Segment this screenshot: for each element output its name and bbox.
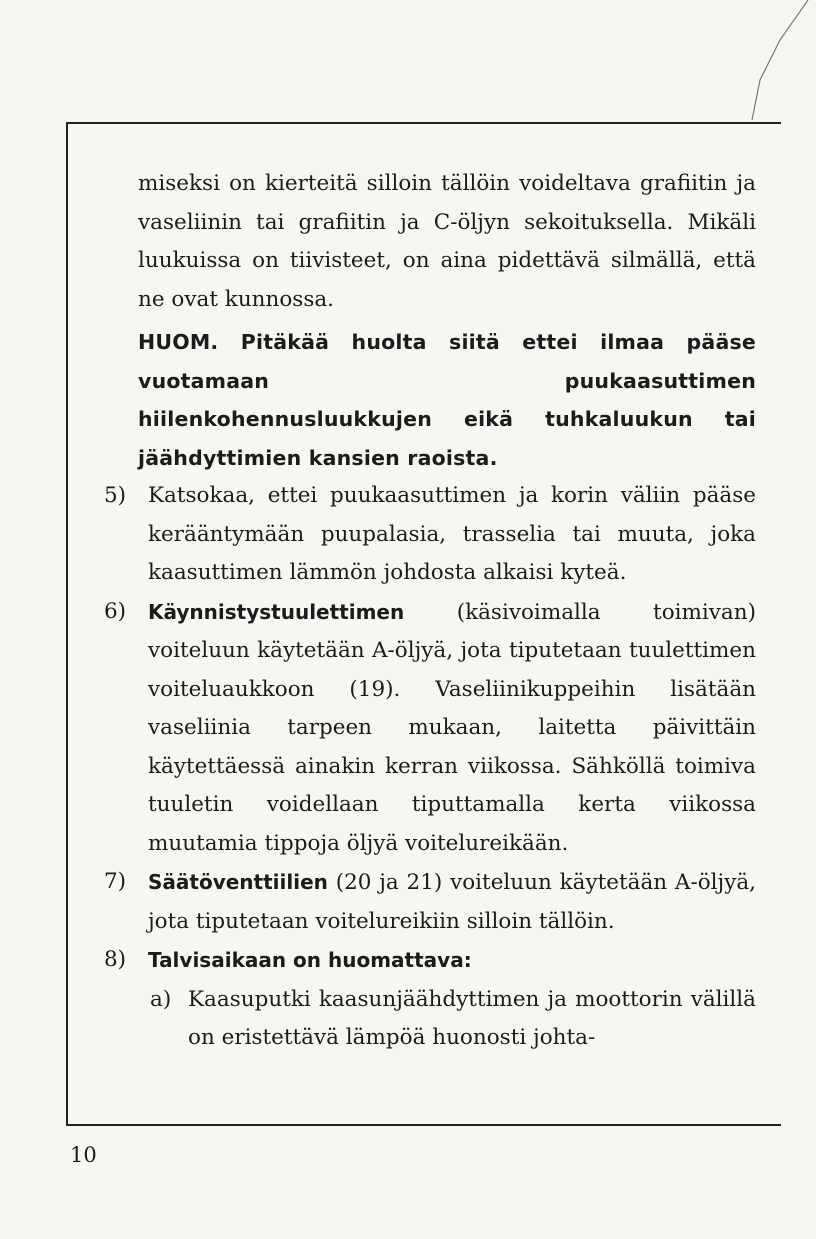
list-item-text: (käsivoimalla toimivan) voiteluun käytetään A-öljyä, jota tiputetaan tuulettimen voiteluaukkoon (19). Vaseliinikuppeihin lisätään vaseliinia tarpeen mukaan, laitetta päivittäin käytettäessä ainakin kerran viikossa. Sähköllä toimiva tuuletin voidellaan tiputtamalla kerta viikossa muutamia tippoja öljyä voitelureikään. xyxy=(148,599,756,856)
list-number: 7) xyxy=(104,869,127,894)
note-paragraph: HUOM. Pitäkää huolta siitä ettei ilmaa pääse vuotamaan puukaasuttimen hiilenkohennusluukkujen eikä tuhkaluukun tai jäähdyttimien kansien raoista. xyxy=(138,330,756,470)
list-item-8 xyxy=(66,941,756,981)
list-item-text: Katsokaa, ettei puukaasuttimen ja korin väliin pääse kerääntymään puupalasia, trasselia tai muuta, joka kaasuttimen lämmön johdosta alkaisi kyteä. xyxy=(148,483,756,585)
page-number: 10 xyxy=(70,1143,97,1167)
subitem-text: Kaasuputki kaasunjäähdyttimen ja moottorin välillä on eristettävä lämpöä huonosti johta- xyxy=(188,986,756,1050)
list-number: 8) xyxy=(104,947,127,972)
list-item-heading: Käynnistystuulettimen xyxy=(148,599,405,624)
subitem-label: a) xyxy=(150,986,172,1012)
list-item-6 xyxy=(66,593,756,864)
list-number: 5) xyxy=(104,483,127,508)
list-item-5 xyxy=(66,477,756,593)
list-number: 6) xyxy=(104,598,127,624)
page-content xyxy=(66,165,756,1058)
list-item-text: (20 ja 21) voiteluun käytetään A-öljyä, jota tiputetaan voitelureikiin silloin tällöin. xyxy=(148,870,756,934)
list-subitem-a xyxy=(66,981,756,1058)
paragraph-continuation: miseksi on kierteitä silloin tällöin voideltava grafiitin ja vaseliinin tai grafiitin ja C-öljyn sekoituksella. Mikäli luukuissa on tiivisteet, on aina pidettävä silmällä, että ne ovat kunnossa. xyxy=(138,171,756,312)
list-item-heading: Talvisaikaan on huomattava: xyxy=(148,948,472,972)
list-item-heading: Säätöventtiilien xyxy=(148,870,328,894)
list-item-7 xyxy=(66,863,756,941)
